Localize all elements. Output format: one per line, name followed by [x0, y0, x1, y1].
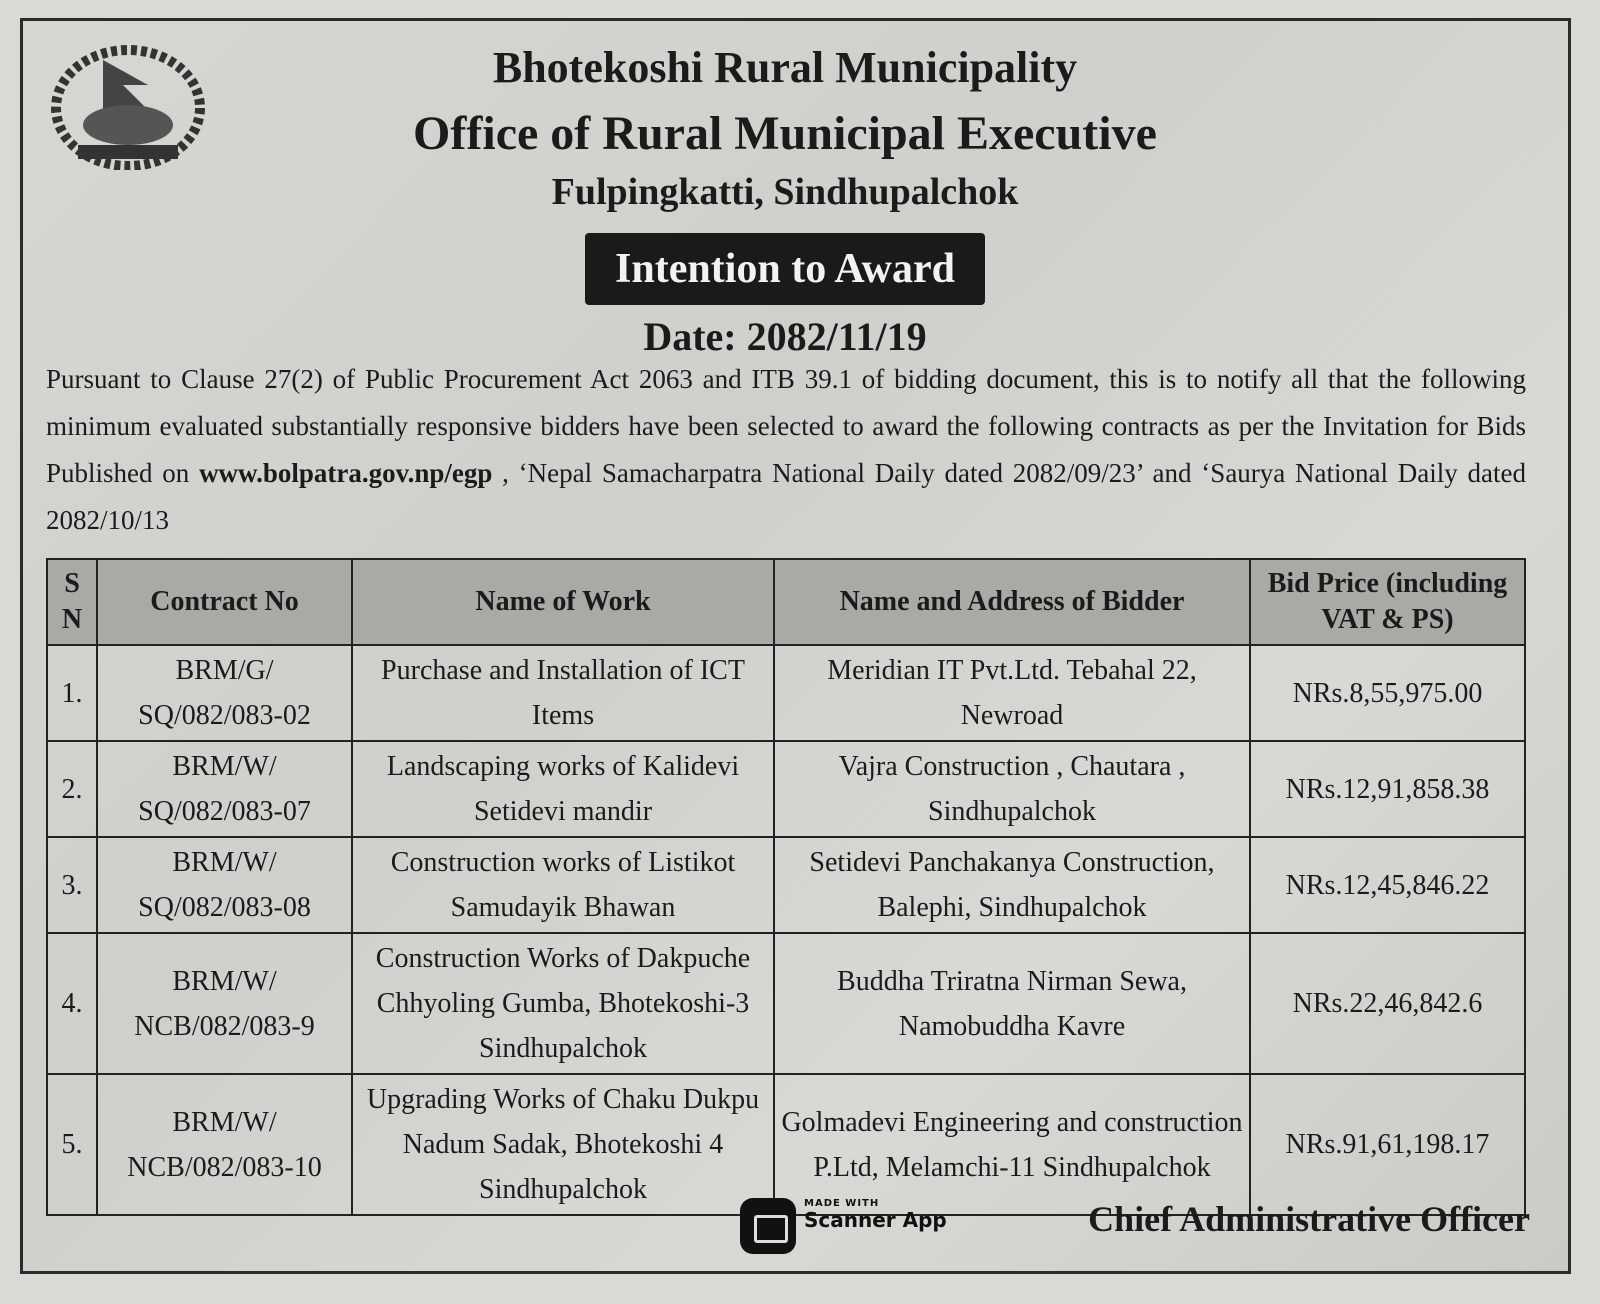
- municipality-name: Bhotekoshi Rural Municipality: [492, 43, 1078, 92]
- signature-title: Chief Administrative Officer: [1088, 1199, 1530, 1239]
- table-row: [47, 1074, 1525, 1215]
- header-contract-no: Contract No: [97, 559, 352, 645]
- notice-title: Intention to Award: [585, 233, 985, 305]
- cell-bidder: Buddha Triratna Nirman Sewa, Namobuddha Kavre: [774, 933, 1250, 1074]
- cell-contract: BRM/W/ NCB/082/083-9: [97, 933, 352, 1074]
- watermark: [804, 1198, 947, 1231]
- cell-sn: 3.: [47, 837, 97, 933]
- paragraph-text: Pursuant to Clause 27(2) of Public Procurement Act 2063 and ITB 39.1 of bidding document, this is to notify all that the following minimum evaluated substantially responsive bidders have been selected to award the following contracts as per the Invitation for Bids Published on: [46, 364, 1526, 488]
- office-address: Fulpingkatti, Sindhupalchok: [551, 171, 1019, 213]
- award-table: [46, 558, 1526, 1216]
- website-link: www.bolpatra.gov.np/egp: [199, 458, 493, 488]
- cell-sn: 2.: [47, 741, 97, 837]
- header-name-of-work: Name of Work: [352, 559, 774, 645]
- cell-work: Upgrading Works of Chaku Dukpu Nadum Sadak, Bhotekoshi 4 Sindhupalchok: [352, 1074, 774, 1215]
- cell-work: Purchase and Installation of ICT Items: [352, 645, 774, 741]
- cell-bidder: Vajra Construction , Chautara , Sindhupalchok: [774, 741, 1250, 837]
- cell-contract: BRM/W/ SQ/082/083-08: [97, 837, 352, 933]
- cell-contract: BRM/W/ SQ/082/083-07: [97, 741, 352, 837]
- cell-price: NRs.8,55,975.00: [1250, 645, 1525, 741]
- table-header-row: [47, 559, 1525, 645]
- cell-bidder: Setidevi Panchakanya Construction, Balephi, Sindhupalchok: [774, 837, 1250, 933]
- cell-work: Landscaping works of Kalidevi Setidevi mandir: [352, 741, 774, 837]
- watermark-small: MADE WITH: [804, 1198, 880, 1209]
- notice-paragraph: [46, 356, 1526, 544]
- header-sn: S N: [47, 559, 97, 645]
- cell-bidder: Golmadevi Engineering and construction P.Ltd, Melamchi-11 Sindhupalchok: [774, 1074, 1250, 1215]
- cell-contract: BRM/W/ NCB/082/083-10: [97, 1074, 352, 1215]
- table-row: [47, 837, 1525, 933]
- cell-contract: BRM/G/ SQ/082/083-02: [97, 645, 352, 741]
- cell-sn: 1.: [47, 645, 97, 741]
- table-row: [47, 645, 1525, 741]
- cell-price: NRs.91,61,198.17: [1250, 1074, 1525, 1215]
- cell-price: NRs.12,91,858.38: [1250, 741, 1525, 837]
- cell-work: Construction works of Listikot Samudayik Bhawan: [352, 837, 774, 933]
- cell-sn: 4.: [47, 933, 97, 1074]
- header-bidder: Name and Address of Bidder: [774, 559, 1250, 645]
- watermark-big: Scanner App: [804, 1208, 947, 1232]
- scanner-app-logo-icon: [740, 1198, 796, 1254]
- table-row: [47, 741, 1525, 837]
- office-name: Office of Rural Municipal Executive: [413, 107, 1157, 160]
- cell-price: NRs.22,46,842.6: [1250, 933, 1525, 1074]
- cell-price: NRs.12,45,846.22: [1250, 837, 1525, 933]
- cell-sn: 5.: [47, 1074, 97, 1215]
- cell-bidder: Meridian IT Pvt.Ltd. Tebahal 22, Newroad: [774, 645, 1250, 741]
- cell-work: Construction Works of Dakpuche Chhyoling Gumba, Bhotekoshi-3 Sindhupalchok: [352, 933, 774, 1074]
- table-row: [47, 933, 1525, 1074]
- paragraph-text-end: , ‘Nepal Samacharpatra National Daily dated 2082/09/23’ and ‘Saurya National Daily dated 2082/10/13: [46, 458, 1527, 535]
- header-bid-price: Bid Price (including VAT & PS): [1250, 559, 1525, 645]
- notice-date: Date: 2082/11/19: [643, 314, 927, 359]
